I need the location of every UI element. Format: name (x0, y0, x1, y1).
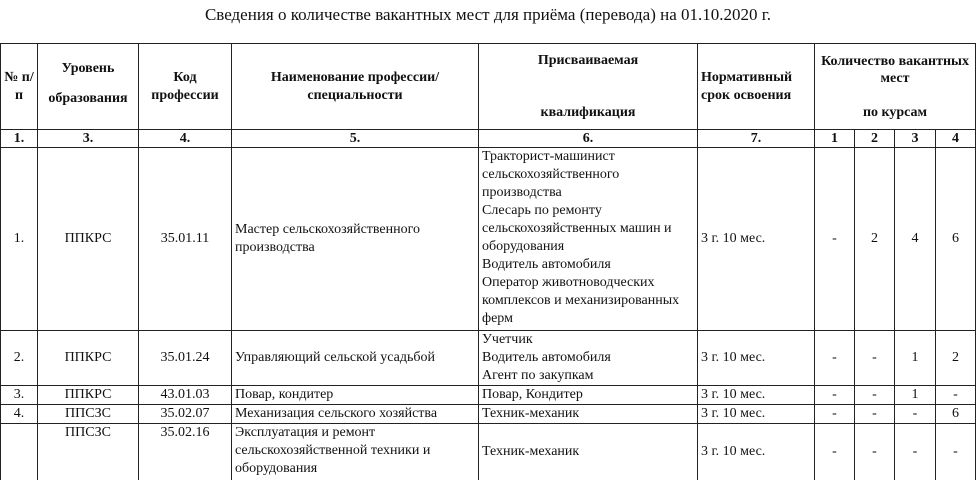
row-term: 3 г. 10 мес. (698, 386, 815, 405)
row-course-3: - (895, 405, 936, 424)
row-level: ППКРС (38, 148, 139, 331)
header-count-line2: по курсам (862, 104, 928, 120)
row-name: Мастер сельскохозяйственного производства (232, 148, 479, 331)
header-qualification-line1: Присваиваемая (537, 52, 639, 68)
row-level: ППКРС (38, 386, 139, 405)
row-course-4: 6 (936, 405, 976, 424)
table-row (1, 331, 976, 386)
col-number: 3 (895, 130, 936, 148)
row-qualifications (479, 424, 698, 480)
row-course-3: 1 (895, 386, 936, 405)
col-number: 3. (38, 130, 139, 148)
row-num: 2. (1, 331, 38, 386)
row-course-2: - (855, 405, 895, 424)
row-num: 1. (1, 148, 38, 331)
row-code: 35.01.11 (139, 148, 232, 331)
header-code: Код профессии (139, 44, 232, 130)
page-title: Сведения о количестве вакантных мест для приёма (перевода) на 01.10.2020 г. (204, 5, 772, 24)
col-number: 4 (936, 130, 976, 148)
row-course-4: 6 (936, 148, 976, 331)
row-course-3: 1 (895, 331, 936, 386)
row-name: Механизация сельского хозяйства (232, 405, 479, 424)
qualification-item: Водитель автомобиля (482, 257, 611, 272)
header-name: Наименование профессии/специальности (232, 44, 479, 130)
row-name: Повар, кондитер (232, 386, 479, 405)
col-number: 1 (815, 130, 855, 148)
header-qualification-line2: квалификация (540, 104, 636, 120)
header-num: № п/п (1, 44, 38, 130)
row-num (1, 424, 38, 480)
col-number: 4. (139, 130, 232, 148)
row-term: 3 г. 10 мес. (698, 405, 815, 424)
qualification-item: Водитель автомобиля (482, 350, 611, 365)
table-row (1, 148, 976, 331)
table-row (1, 424, 976, 480)
row-course-1: - (815, 331, 855, 386)
qualification-item: Повар, Кондитер (482, 387, 583, 402)
row-course-4: - (936, 386, 976, 405)
row-qualifications (479, 148, 698, 331)
row-qualifications (479, 386, 698, 405)
row-name: Эксплуатация и ремонт сельскохозяйственной техники и оборудования (232, 424, 479, 480)
qualification-item: Тракторист-машинист сельскохозяйственного производства (482, 149, 620, 200)
col-number: 2 (855, 130, 895, 148)
row-course-1: - (815, 424, 855, 480)
row-num: 4. (1, 405, 38, 424)
qualification-item: Оператор животноводческих комплексов и механизированных ферм (482, 275, 680, 326)
qualification-item: Учетчик (482, 332, 533, 347)
row-course-4: 2 (936, 331, 976, 386)
col-number: 7. (698, 130, 815, 148)
header-qualification (479, 44, 698, 130)
qualification-item: Слесарь по ремонту сельскохозяйственных машин и оборудования (482, 203, 672, 254)
header-level: Уровень образования (38, 44, 139, 130)
row-qualifications (479, 331, 698, 386)
row-course-2: - (855, 386, 895, 405)
row-course-2: - (855, 424, 895, 480)
row-course-4: - (936, 424, 976, 480)
qualification-item: Техник-механик (482, 444, 580, 459)
table-row (1, 405, 976, 424)
row-course-2: - (855, 331, 895, 386)
row-code: 35.02.07 (139, 405, 232, 424)
col-number: 1. (1, 130, 38, 148)
row-course-1: - (815, 405, 855, 424)
row-name: Управляющий сельской усадьбой (232, 331, 479, 386)
row-course-3: 4 (895, 148, 936, 331)
row-term: 3 г. 10 мес. (698, 424, 815, 480)
row-code: 35.02.16 (139, 424, 232, 480)
row-code: 35.01.24 (139, 331, 232, 386)
vacancies-table (0, 43, 976, 480)
table-row (1, 386, 976, 405)
row-level: ППКРС (38, 331, 139, 386)
row-term: 3 г. 10 мес. (698, 331, 815, 386)
row-code: 43.01.03 (139, 386, 232, 405)
row-course-2: 2 (855, 148, 895, 331)
row-course-1: - (815, 386, 855, 405)
row-level: ППСЗС (38, 405, 139, 424)
header-count (815, 44, 976, 130)
row-course-3: - (895, 424, 936, 480)
header-count-line1: Количество вакантных мест (821, 53, 969, 86)
row-level: ППСЗС (38, 424, 139, 480)
column-numbers-row (1, 130, 976, 148)
qualification-item: Агент по закупкам (482, 368, 594, 383)
row-term: 3 г. 10 мес. (698, 148, 815, 331)
col-number: 6. (479, 130, 698, 148)
header-term: Нормативный срок освоения (698, 44, 815, 130)
row-qualifications (479, 405, 698, 424)
row-course-1: - (815, 148, 855, 331)
qualification-item: Техник-механик (482, 406, 580, 421)
col-number: 5. (232, 130, 479, 148)
table-header-row (1, 44, 976, 130)
row-num: 3. (1, 386, 38, 405)
